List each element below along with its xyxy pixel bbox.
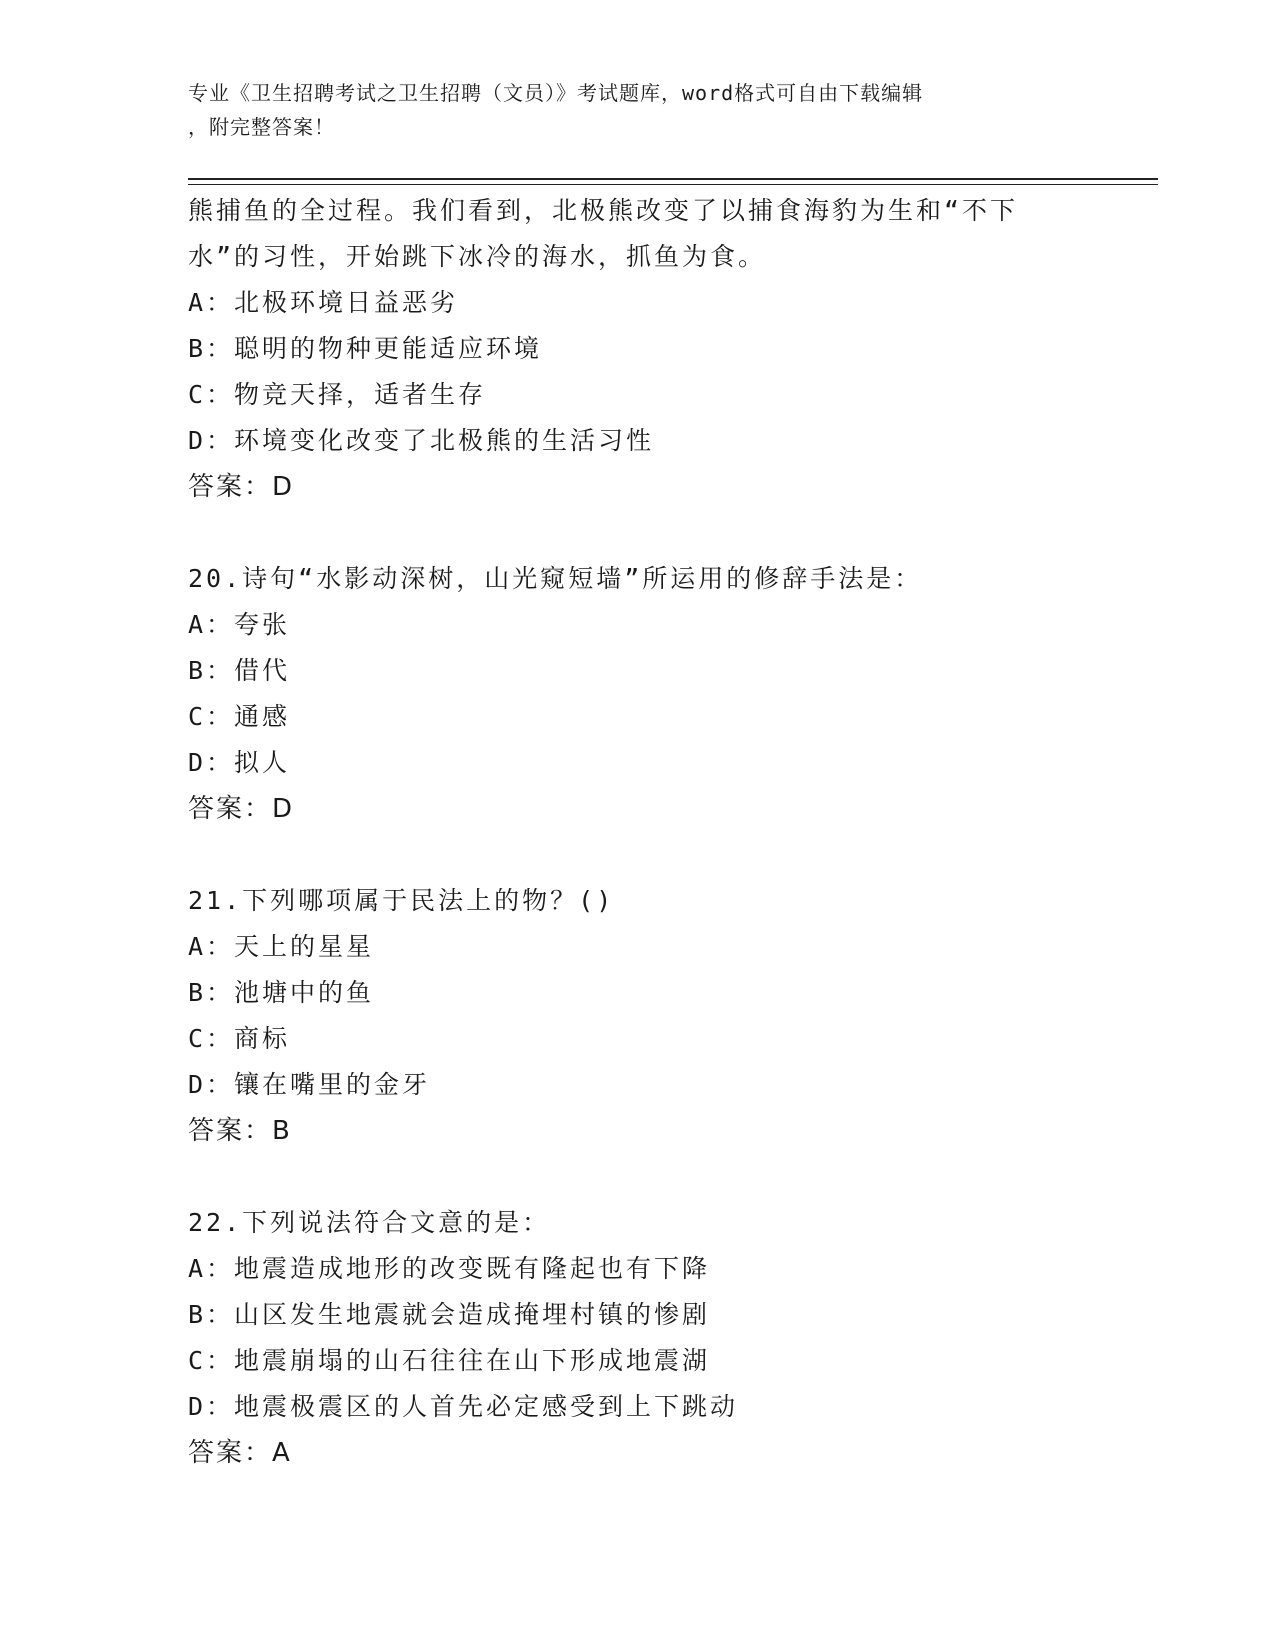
option-c: C：物竞天择，适者生存: [188, 380, 487, 409]
option-b: B：借代: [188, 656, 291, 685]
question-block-20: [188, 556, 1108, 832]
question-block-21: [188, 878, 1108, 1154]
option-a: A：地震造成地形的改变既有隆起也有下降: [188, 1254, 711, 1283]
question-text: 22.下列说法符合文意的是：: [188, 1208, 551, 1237]
question-block-19: [188, 188, 1108, 510]
option-c: C：商标: [188, 1024, 291, 1053]
option-b: B：池塘中的鱼: [188, 978, 375, 1007]
question-text: 20.诗句“水影动深树，山光窥短墙”所运用的修辞手法是：: [188, 564, 923, 593]
document-body: [188, 188, 1108, 1476]
answer-line: 答案：A: [188, 1438, 292, 1468]
option-c: C：地震崩塌的山石往往在山下形成地震湖: [188, 1346, 711, 1375]
option-d: D：地震极震区的人首先必定感受到上下跳动: [188, 1392, 739, 1421]
spacer: [188, 1154, 1108, 1200]
option-a: A：天上的星星: [188, 932, 375, 961]
option-b: B：山区发生地震就会造成掩埋村镇的惨剧: [188, 1300, 711, 1329]
option-d: D：镶在嘴里的金牙: [188, 1070, 431, 1099]
spacer: [188, 832, 1108, 878]
answer-line: 答案：B: [188, 1116, 292, 1146]
answer-line: 答案：D: [188, 794, 295, 824]
option-d: D：拟人: [188, 748, 291, 777]
option-a: A：北极环境日益恶劣: [188, 288, 459, 317]
passage-line: 熊捕鱼的全过程。我们看到，北极熊改变了以捕食海豹为生和“不下: [188, 196, 1019, 225]
header-title-line: 专业《卫生招聘考试之卫生招聘（文员）》考试题库，word格式可自由下载编辑: [188, 81, 924, 105]
option-d: D：环境变化改变了北极熊的生活习性: [188, 426, 655, 455]
question-text: 21.下列哪项属于民法上的物？(): [188, 886, 615, 915]
question-block-22: [188, 1200, 1108, 1476]
header-divider: [188, 178, 1158, 180]
spacer: [188, 510, 1108, 556]
header-divider-thin: [188, 184, 1158, 185]
document-header: [188, 76, 1088, 144]
header-subtitle-line: ，附完整答案！: [188, 115, 335, 139]
option-a: A：夸张: [188, 610, 291, 639]
option-c: C：通感: [188, 702, 291, 731]
answer-line: 答案：D: [188, 472, 295, 502]
passage-line: 水”的习性，开始跳下冰冷的海水，抓鱼为食。: [188, 242, 767, 271]
option-b: B：聪明的物种更能适应环境: [188, 334, 543, 363]
